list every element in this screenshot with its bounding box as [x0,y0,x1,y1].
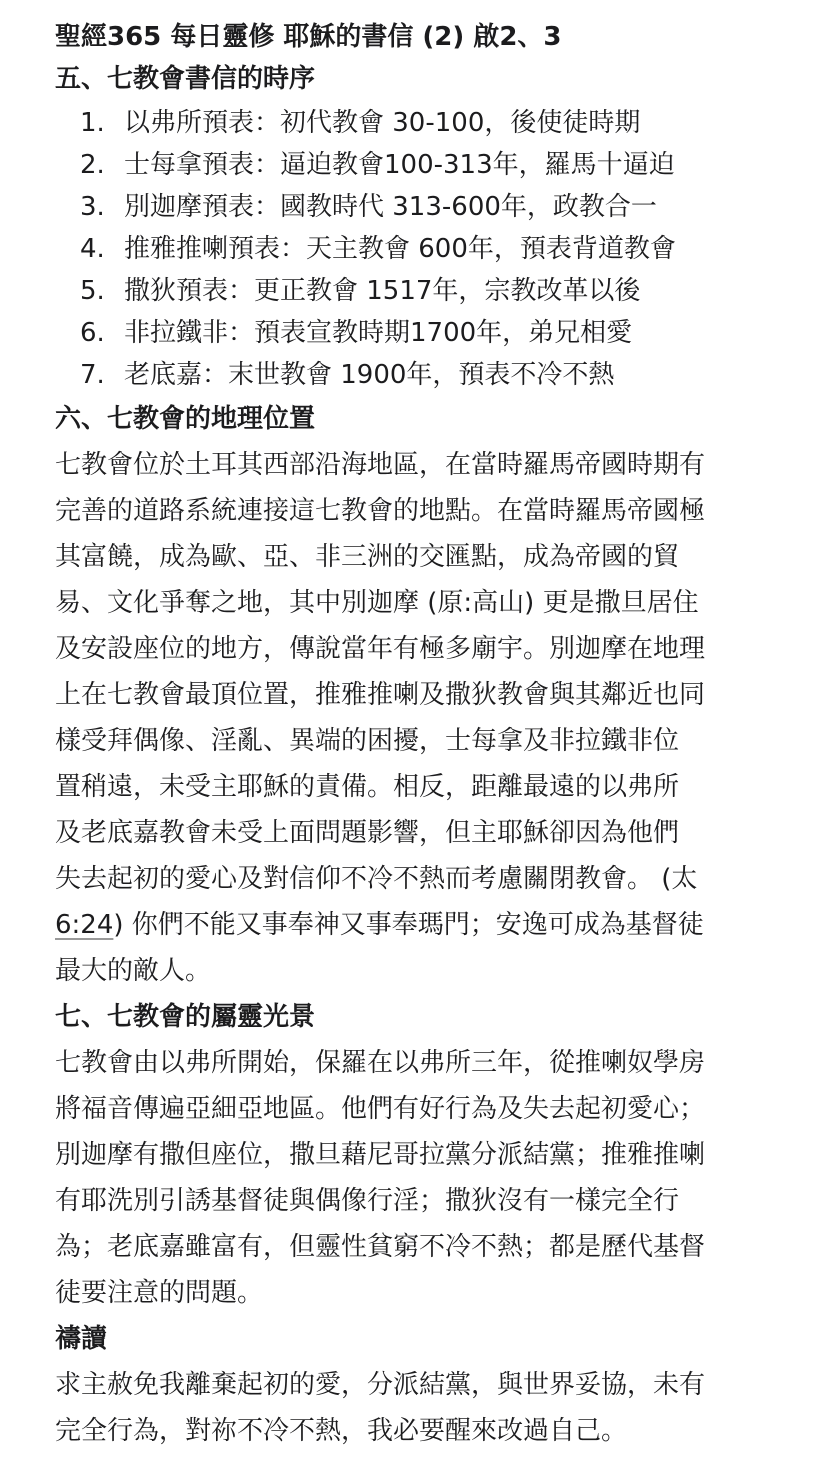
list-item [55,144,780,186]
paragraph-line: 樣受拜偶像、淫亂、異端的困擾，士每拿及非拉鐵非位 [55,726,680,756]
paragraph-line: 最大的敵人。 [55,956,212,986]
list-item-text: 推雅推喇預表：天主教會 600年，預表背道教會 [124,234,676,264]
paragraph-line: 為；老底嘉雖富有，但靈性貧窮不冷不熱；都是歷代基督 [55,1232,706,1262]
list-item-text: 非拉鐵非：預表宣教時期1700年，弟兄相愛 [124,318,633,348]
paragraph-line: 別迦摩有撒但座位，撒旦藉尼哥拉黨分派結黨；推雅推喇 [55,1140,706,1170]
paragraph-line: 易、文化爭奪之地，其中別迦摩 (原:高山) 更是撒旦居住 [55,588,699,618]
list-item-number: 3. [80,192,105,222]
list-item [55,354,780,396]
list-item-number: 2. [80,150,105,180]
list-item [55,228,780,270]
list-item-text: 以弗所預表：初代教會 30-100，後使徒時期 [124,108,641,138]
paragraph-line: 及老底嘉教會未受上面問題影響，但主耶穌卻因為他們 [55,818,680,848]
section6-heading: 六、七教會的地理位置 [55,404,316,434]
paragraph-text: ) 你們不能又事奉神又事奉瑪門；安逸可成為基督徒 [113,910,704,940]
section7-heading: 七、七教會的屬靈光景 [55,1002,316,1032]
paragraph-line: 上在七教會最頂位置，推雅推喇及撒狄教會與其鄰近也同 [55,680,706,710]
paragraph-line: 及安設座位的地方，傳說當年有極多廟宇。別迦摩在地理 [55,634,706,664]
section5-heading: 五、七教會書信的時序 [55,64,316,94]
scripture-reference-link[interactable]: 6:24 [55,910,114,940]
list-item-number: 6. [80,318,105,348]
list-item-number: 7. [80,360,105,390]
list-item [55,312,780,354]
spiritual-state-paragraph [55,1040,780,1316]
church-timeline-list [55,102,780,396]
paragraph-line: 七教會由以弗所開始，保羅在以弗所三年，從推喇奴學房 [55,1048,706,1078]
paragraph-line: 求主赦免我離棄起初的愛，分派結黨，與世界妥協，未有 [55,1370,706,1400]
document-title: 聖經365 每日靈修 耶穌的書信 (2) 啟2、3 [55,22,562,52]
list-item [55,102,780,144]
paragraph-line: 完全行為，對祢不冷不熱，我必要醒來改過自己。 [55,1416,628,1446]
list-item-number: 1. [80,108,105,138]
paragraph-line: 失去起初的愛心及對信仰不冷不熱而考慮關閉教會。 (太 [55,864,698,894]
paragraph-line: 將福音傳遍亞細亞地區。他們有好行為及失去起初愛心； [55,1094,706,1124]
paragraph-line [55,902,780,948]
paragraph-line: 有耶洗別引誘基督徒與偶像行淫；撒狄沒有一樣完全行 [55,1186,680,1216]
paragraph-line: 其富饒，成為歐、亞、非三洲的交匯點，成為帝國的貿 [55,542,680,572]
list-item-number: 4. [80,234,105,264]
list-item [55,270,780,312]
prayer-paragraph [55,1362,780,1454]
devotional-document [55,18,780,1454]
paragraph-line: 七教會位於土耳其西部沿海地區，在當時羅馬帝國時期有 [55,450,706,480]
paragraph-line: 徒要注意的問題。 [55,1278,264,1308]
list-item-number: 5. [80,276,105,306]
list-item-text: 老底嘉：末世教會 1900年，預表不冷不熱 [124,360,615,390]
list-item-text: 士每拿預表：逼迫教會100-313年，羅馬十逼迫 [124,150,675,180]
paragraph-line: 置稍遠，未受主耶穌的責備。相反，距離最遠的以弗所 [55,772,680,802]
paragraph-line: 完善的道路系統連接這七教會的地點。在當時羅馬帝國極 [55,496,706,526]
geography-paragraph [55,442,780,994]
list-item [55,186,780,228]
list-item-text: 別迦摩預表：國教時代 313-600年，政教合一 [124,192,657,222]
prayer-heading: 禱讀 [55,1324,108,1354]
list-item-text: 撒狄預表：更正教會 1517年，宗教改革以後 [124,276,641,306]
